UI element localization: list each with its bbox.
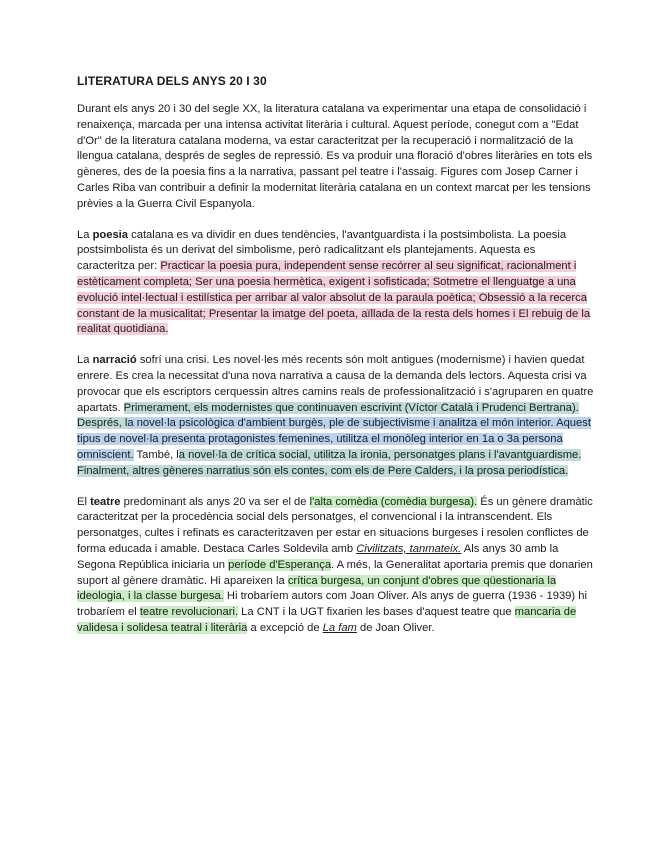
- highlight-teal: a novel·la de crítica social, utilitza la ironia, personatges plans i l'avantguardisme.: [178, 448, 582, 461]
- text-run: També, l: [133, 448, 179, 461]
- paragraph-teatre: [77, 495, 595, 637]
- highlight-teal: Finalment, altres gèneres narratius són els contes, com els de Pere Calders, i la prosa periodística.: [77, 464, 569, 477]
- keyword-poesia: poesia: [92, 228, 129, 241]
- highlight-green: teatre revolucionari.: [139, 606, 239, 619]
- highlight-green: període d'Esperança: [228, 558, 332, 571]
- highlight-teal: Primerament, els modernistes que continuaven escrivint (Víctor Català i Prudenci Bertrana). Després, l: [77, 401, 579, 430]
- text-run: Hi trobaríem autors com Joan Oliver. Als anys de guerra (1936 - 1939) hi trobaríem el: [77, 590, 587, 619]
- paragraph-narracio: [77, 353, 595, 479]
- highlight-blue: a novel·la psicològica d'ambient burgès, ple de subjectivisme i analitza el món interior. Aquest tipus de novel·la presenta protagonistes femenines, utilitza el monòleg interior en 1a o 3a persona omniscient.: [77, 417, 591, 461]
- keyword-teatre: teatre: [90, 495, 121, 508]
- text-run: La: [77, 228, 93, 241]
- highlight-green: crítica burgesa, un conjunt d'obres que qüestionaria la ideologia, i la classe burgesa.: [77, 574, 557, 603]
- text-run: La CNT i la UGT fixarien les bases d'aquest teatre que: [238, 606, 515, 619]
- text-run: És un gènere dramàtic caracteritzat per la procedència social dels personatges, el convencional i la intranscendent. Els personatges, cultes i refinats es caracteritzaven per estar en situacions burgeses i resolen conflictes de forma educada i amable. Destaca Carles Soldevila amb: [77, 495, 593, 555]
- text-run: El: [77, 495, 91, 508]
- text-run: . A més, la Generalitat aportaria premis que donarien suport al gènere dramàtic. Hi apareixen la: [77, 558, 593, 587]
- highlight-pink: Practicar la poesia pura, independent sense recórrer al seu significat, racionalment i estèticament completa; Ser una poesia hermètica, exigent i sofisticada; Sotmetre el llenguatge a una evolució intel·lectual i estilística per arribar al valor absolut de la paraula poètica; Obsessió a la recerca constant de la musicalitat; Presentar la imatge del poeta, aïllada de la resta dels homes i El rebuig de la realitat quotidiana.: [77, 260, 591, 336]
- text-run: La: [77, 354, 93, 367]
- paragraph-intro: Durant els anys 20 i 30 del segle XX, la literatura catalana va experimentar una etapa de consolidació i renaixença, marcada per una intensa activitat literària i cultural. Aquest període, conegut com a "Edat d'Or" de la literatura catalana moderna, va estar caracteritzat per la recuperació i normalització de la llengua catalana, després de segles de repressió. Es va produir una floració d'obres literàries en tots els gèneres, des de la poesia fins a la narrativa, passant pel teatre i l'assaig. Figures com Josep Carner i Carles Riba van contribuir a definir la modernitat literària catalana en un context marcat per les tensions prèvies a la Guerra Civil Espanyola.: [77, 103, 593, 210]
- keyword-narracio: narració: [92, 354, 137, 367]
- paragraph-poesia: [77, 228, 595, 339]
- text-run: a excepció de: [247, 621, 323, 634]
- text-run: predominant als anys 20 va ser el de: [120, 495, 310, 508]
- document-title: LITERATURA DELS ANYS 20 I 30: [77, 74, 267, 88]
- work-title: Civilitzats, tanmateix.: [356, 542, 462, 555]
- highlight-green: l'alta comèdia (comèdia burgesa).: [309, 495, 478, 508]
- work-title: La fam: [322, 621, 357, 634]
- text-run: catalana es va dividir en dues tendències, l'avantguardista i la postsimbolista. La poesia postsimbolista és un derivat del simbolisme, però radicalitzant els plantejaments. Aquesta es caracteritza per:: [77, 228, 567, 273]
- text-run: sofrí una crisi. Les novel·les més recents són molt antigues (modernisme) i havien quedat enrere. Es crea la necessitat d'una nova narrativa a causa de la demanda dels lectors. Aquesta crisi va provocar que els escriptors cerquessin altres camins reals de professionalització i s'agruparen en quatre apartats.: [77, 354, 594, 414]
- text-run: de Joan Oliver.: [356, 621, 435, 634]
- highlight-green: mancaria de validesa i solidesa teatral i literària: [77, 606, 577, 634]
- text-run: Als anys 30 amb la Segona República iniciaria un: [77, 542, 559, 571]
